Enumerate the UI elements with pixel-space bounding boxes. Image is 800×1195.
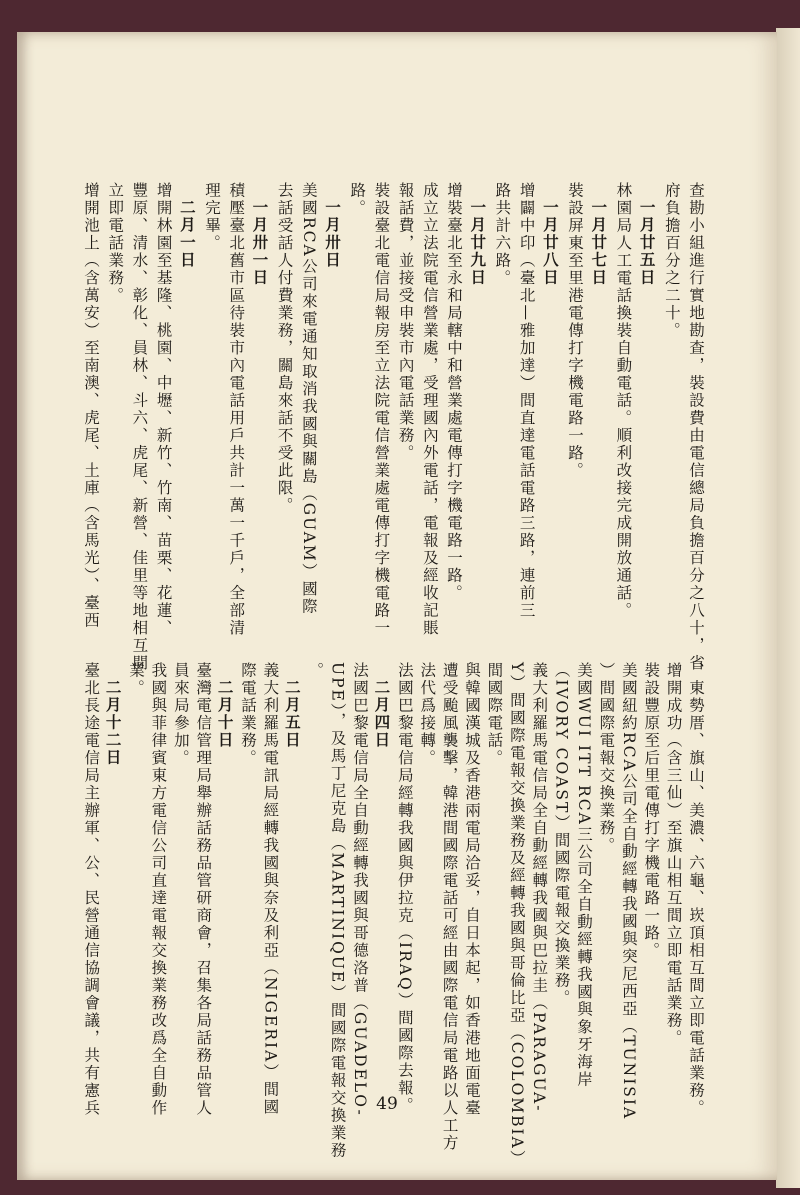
text-line: 積壓臺北舊市區待裝市內電話用戶共計一萬一千戶，全部清 — [227, 182, 246, 637]
text-line: 增開池上（含萬安）至南澳、虎尾、土庫（含馬光）、臺西 — [82, 182, 100, 630]
text-line: UPE），及馬丁尼克島（MARTINIQUE）間國際電報交換業務 — [328, 662, 347, 1160]
text-line: 理完畢。 — [203, 182, 221, 252]
text-line: （IVORY COAST）間國際電報交換業務。 — [552, 662, 571, 1007]
entry-date: 二月五日 — [282, 679, 302, 749]
text-line: 、東勢厝、旗山、美濃、六龜、崁頂相互間立即電話業務。 — [687, 662, 705, 1117]
facing-page-edge — [776, 28, 800, 1188]
text-line: 路共計六路。 — [493, 182, 512, 287]
text-line: 裝設臺北電信局報房至立法院電信營業處電傳打字機電路一 — [372, 182, 391, 637]
text-line: 法代爲接轉。 — [418, 662, 437, 767]
text-line: 府負擔百分之二十。 — [662, 182, 681, 340]
entry-date: 一月卅日 — [323, 199, 342, 269]
text-line: 遭受颱風襲擊，韓港間國際電話可經由國際電信局電路以人工方 — [440, 662, 459, 1152]
text-line: 義大利羅馬電信局全自動經轉我國與巴拉圭（PARAGUA- — [530, 662, 549, 1113]
text-line: 豐原、清水、彰化、員林、斗六、虎尾、新營、佳里等地相互間 — [130, 182, 149, 672]
text-line: 際電話業務。 — [239, 662, 257, 767]
text-line: Y）間國際電報交換業務及經轉我國與哥倫比亞（COLOMBIA） — [507, 662, 526, 1168]
text-line: 美國RCA公司來電通知取消我國與關島（GUAM）國際 — [299, 182, 318, 616]
text-line: 員來局參加。 — [171, 662, 190, 767]
text-line: 法國巴黎電信局經轉我國與伊拉克（IRAQ）間國際去報。 — [395, 662, 414, 1115]
text-line: 義大利羅馬電訊局經轉我國與奈及利亞（NIGERIA）間國 — [261, 662, 280, 1116]
text-line: 法國巴黎電信局全自動經轉我國與哥德洛普（GUADELO- — [351, 662, 369, 1117]
page-number: 49 — [376, 1094, 398, 1114]
text-line: 裝設豐原至后里電傳打字機電路一路。 — [642, 662, 661, 960]
entry-date: 一月卅一日 — [250, 199, 270, 287]
text-line: 增開林園至基隆、桃園、中壢、新竹、竹南、苗栗、花蓮、 — [154, 182, 173, 637]
entry-date: 二月一日 — [177, 199, 197, 269]
text-line: 增裝臺北至永和局轄中和營業處電傳打字機電路一路。 — [445, 182, 463, 602]
text-line: 去話受話人付費業務，關島來話不受此限。 — [275, 182, 294, 515]
text-line: 美國WUI ITT RCA三公司全自動經轉我國與象牙海岸 — [575, 662, 593, 1089]
book-page — [17, 32, 777, 1180]
text-line: 美國紐約RCA公司全自動經轉我國與突尼西亞（TUNISIA — [619, 662, 638, 1121]
text-line: 路。 — [348, 182, 367, 217]
text-line: 臺灣電信管理局舉辦話務品管研商會，召集各局話務品管人 — [194, 662, 213, 1117]
entry-date: 二月十二日 — [103, 679, 123, 767]
text-line: 查勘小組進行實地勘查，裝設費由電信總局負擔百分之八十，省 — [687, 182, 705, 672]
entry-date: 一月廿九日 — [468, 199, 488, 287]
upper-text-block — [71, 182, 705, 672]
text-line: 立即電話業務。 — [106, 182, 125, 305]
text-line: 增闢中印（臺北—雅加達）間直達電話電路三路，連前三 — [517, 182, 536, 620]
text-line: 。 — [306, 662, 325, 680]
text-line: 成立立法院電信營業處，受理國內外電話，電報及經收記賬 — [420, 182, 439, 637]
text-line: 裝設屏東至里港電傳打字機電路一路。 — [566, 182, 584, 480]
text-line: 臺北長途電信局主辦軍、公、民營通信協調會議，共有憲兵 — [82, 662, 101, 1117]
text-line: ）間國際電報交換業務。 — [597, 662, 616, 855]
entry-date: 一月廿五日 — [637, 199, 657, 287]
entry-date: 一月廿七日 — [589, 199, 609, 287]
text-line: 增開成功（含三仙）至旗山相互間立即電話業務。 — [664, 662, 683, 1047]
entry-date: 二月十日 — [215, 679, 235, 749]
entry-date: 二月四日 — [372, 679, 392, 749]
text-line: 我國與菲律賓東方電信公司直達電報交換業務改爲全自動作 — [149, 662, 168, 1117]
text-line: 業。 — [127, 662, 145, 697]
text-line: 與韓國漢城及香港兩電局洽妥，自日本起，如香港地面電臺 — [463, 662, 481, 1117]
entry-date: 一月廿八日 — [540, 199, 560, 287]
text-line: 間國際電話。 — [485, 662, 504, 767]
text-line: 林園局人工電話換裝自動電話。順利改接完成開放通話。 — [614, 182, 633, 620]
text-line: 報話費，並接受申裝市內電話業務。 — [396, 182, 415, 462]
